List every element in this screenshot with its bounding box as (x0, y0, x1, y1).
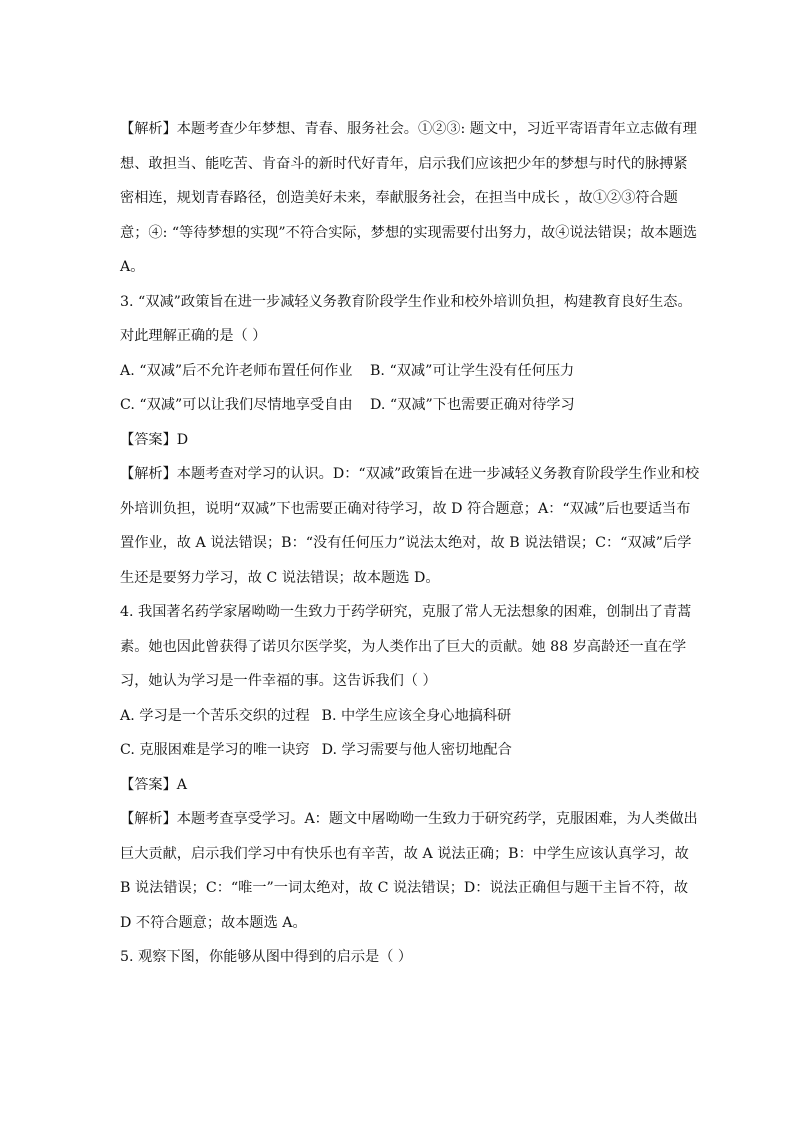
question-4-options-ab (120, 699, 700, 734)
document-page (120, 112, 700, 975)
option-b: B. “双减”可让学生没有任何压力 (370, 362, 575, 379)
question-3-options-ab (120, 354, 700, 389)
analysis-q3: 【解析】本题考查对学习的认识。D：“双减”政策旨在进一步减轻义务教育阶段学生作业和校外培训负担，说明“双减”下也需要正确对待学习，故 D 符合题意；A：“双减”后也要适当布置作业，故 A 说法错误；B：“没有任何压力”说法太绝对，故 B 说法错误；C：“双减”后学生还是要努力学习，故 C 说法错误；故本题选 D。 (120, 466, 700, 586)
question-4-stem: 4. 我国著名药学家屠呦呦一生致力于药学研究，克服了常人无法想象的困难，创制出了青蒿素。她也因此曾获得了诺贝尔医学奖，为人类作出了巨大的贡献。她 88 岁高龄还一直在学习，她认为学习是一件幸福的事。这告诉我们（ ） (120, 604, 692, 689)
question-4-options-cd (120, 733, 700, 768)
answer-q4: 【答案】A (120, 776, 187, 793)
option-d: D. 学习需要与他人密切地配合 (321, 742, 512, 758)
option-a: A. “双减”后不允许老师布置任何作业 (120, 362, 353, 379)
option-c: C. “双减”可以让我们尽情地享受自由 (120, 397, 353, 413)
question-3-stem: 3. “双减”政策旨在进一步减轻义务教育阶段学生作业和校外培训负担，构建教育良好生态。对此理解正确的是（ ） (120, 293, 692, 344)
question-5-stem: 5. 观察下图，你能够从图中得到的启示是（ ） (120, 949, 413, 965)
option-b: B. 中学生应该全身心地搞科研 (321, 707, 512, 724)
answer-q3: 【答案】D (120, 431, 189, 448)
analysis-q4: 【解析】本题考查享受学习。A：题文中屠呦呦一生致力于研究药学，克服困难，为人类做出巨大贡献，启示我们学习中有快乐也有辛苦，故 A 说法正确；B：中学生应该认真学习，故 B 说法错误；C：“唯一”一词太绝对，故 C 说法错误；D：说法正确但与题干主旨不符，故 D 不符合题意；故本题选 A。 (120, 811, 698, 931)
analysis-q2: 【解析】本题考查少年梦想、青春、服务社会。①②③: 题文中，习近平寄语青年立志做有理想、敢担当、能吃苦、肯奋斗的新时代好青年，启示我们应该把少年的梦想与时代的脉搏紧密相连，规划青春路径，创造美好未来，奉献服务社会，在担当中成长 ，故①②③符合题意；④: “等待梦想的实现”不符合实际，梦想的实现需要付出努力，故④说法错误；故本题选 A。 (120, 121, 698, 275)
option-d: D. “双减”下也需要正确对待学习 (370, 397, 575, 413)
option-c: C. 克服困难是学习的唯一诀窍 (120, 742, 310, 758)
question-3-options-cd (120, 388, 700, 423)
option-a: A. 学习是一个苦乐交织的过程 (120, 707, 310, 724)
